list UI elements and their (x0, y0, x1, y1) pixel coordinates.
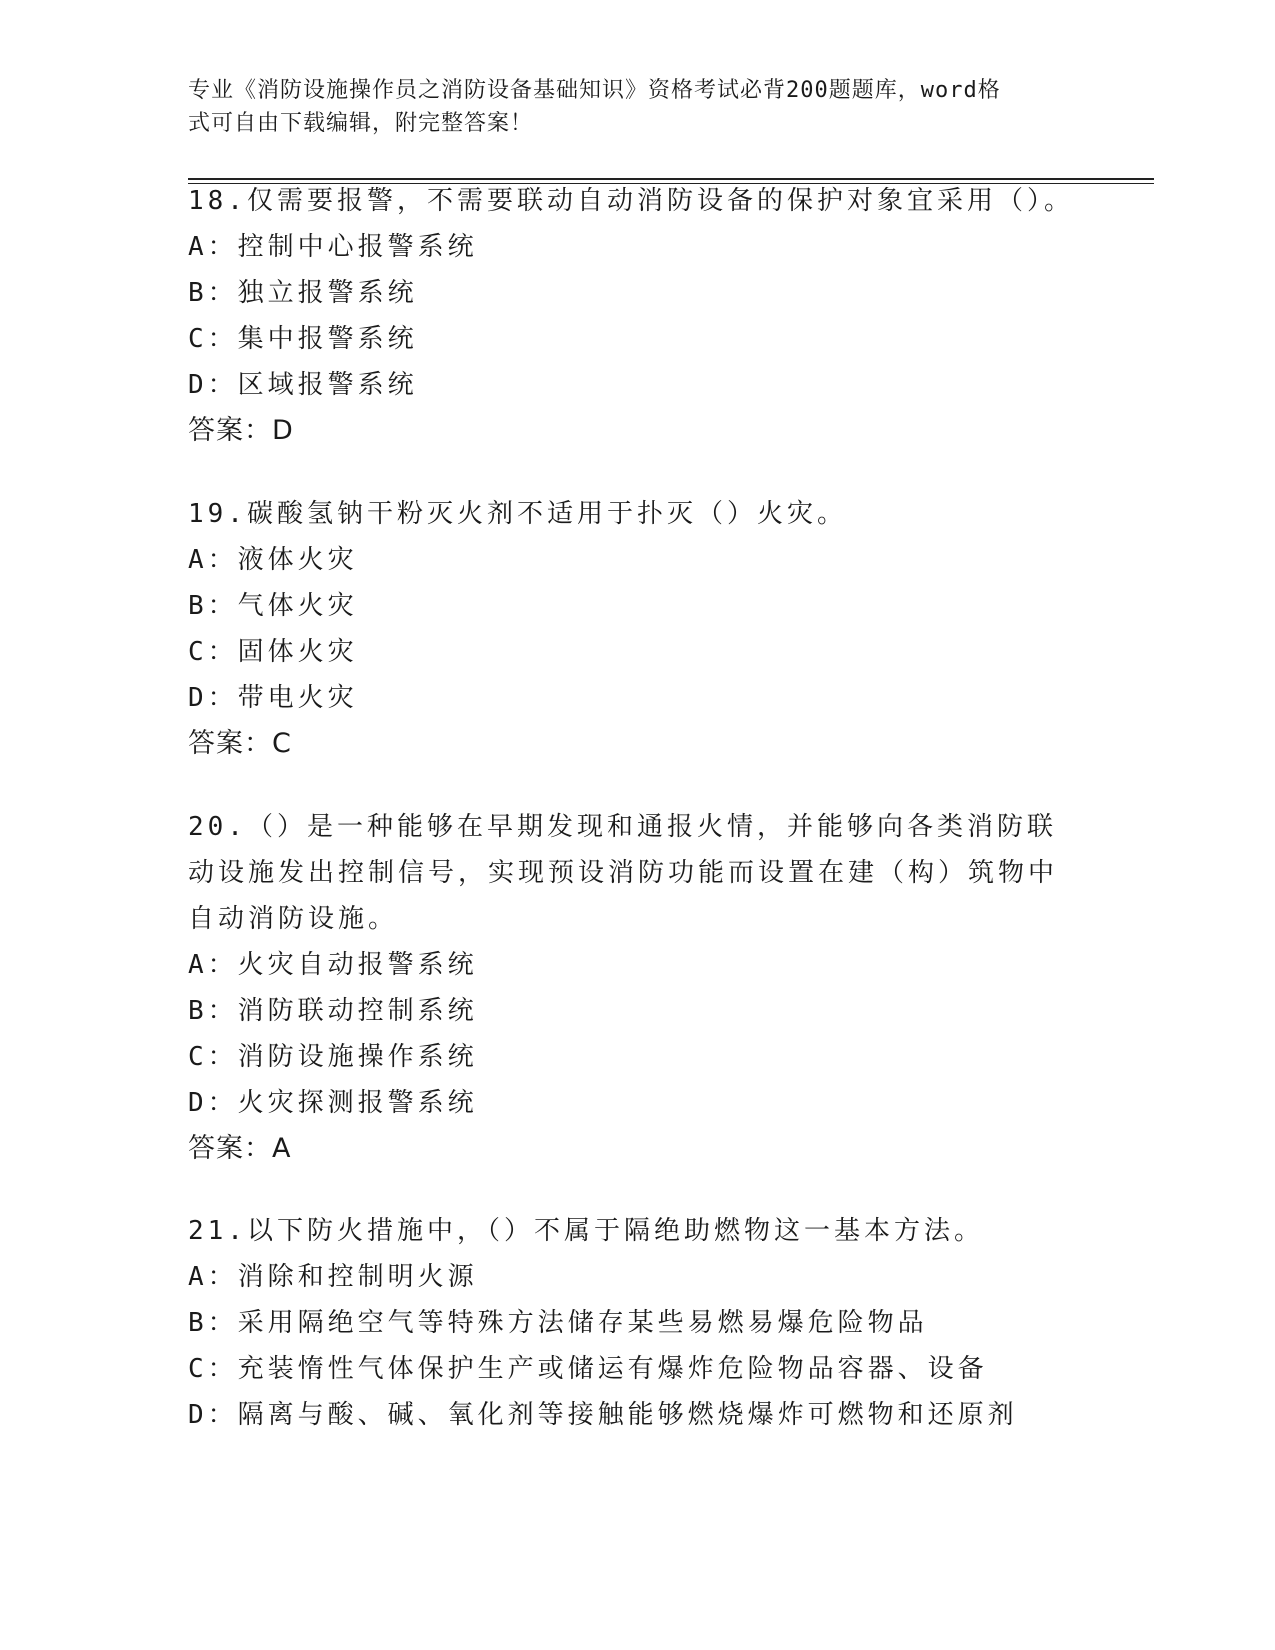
question-18 (188, 178, 1088, 454)
question-20 (188, 804, 1068, 1172)
option-b: B：消防联动控制系统 (188, 996, 478, 1026)
question-stem: 18.仅需要报警，不需要联动自动消防设备的保护对象宜采用（）。 (188, 186, 1074, 216)
question-stem: 19.碳酸氢钠干粉灭火剂不适用于扑灭（）火灾。 (188, 499, 847, 529)
option-c: C：充装惰性气体保护生产或储运有爆炸危险物品容器、设备 (188, 1354, 988, 1384)
option-d: D：区域报警系统 (188, 370, 418, 400)
option-c: C：固体火灾 (188, 637, 358, 667)
question-21 (188, 1208, 1088, 1438)
option-d: D：带电火灾 (188, 683, 358, 713)
question-stem: 21.以下防火措施中，（）不属于隔绝助燃物这一基本方法。 (188, 1216, 984, 1246)
option-b: B：采用隔绝空气等特殊方法储存某些易燃易爆危险物品 (188, 1308, 928, 1338)
document-header (188, 74, 1078, 140)
answer: 答案：C (188, 728, 292, 759)
answer: 答案：A (188, 1133, 292, 1164)
option-c: C：消防设施操作系统 (188, 1042, 478, 1072)
option-d: D：隔离与酸、碱、氧化剂等接触能够燃烧爆炸可燃物和还原剂 (188, 1400, 1018, 1430)
header-line-1: 专业《消防设施操作员之消防设备基础知识》资格考试必背200题题库，word格 (188, 78, 1001, 103)
question-19 (188, 491, 1088, 767)
header-line-2: 式可自由下载编辑，附完整答案！ (188, 111, 534, 136)
option-d: D：火灾探测报警系统 (188, 1088, 478, 1118)
answer: 答案：D (188, 415, 294, 446)
option-a: A：控制中心报警系统 (188, 232, 478, 262)
option-c: C：集中报警系统 (188, 324, 418, 354)
option-a: A：液体火灾 (188, 545, 358, 575)
option-a: A：消除和控制明火源 (188, 1262, 478, 1292)
option-b: B：独立报警系统 (188, 278, 418, 308)
option-a: A：火灾自动报警系统 (188, 950, 478, 980)
question-stem: 20.（）是一种能够在早期发现和通报火情，并能够向各类消防联动设施发出控制信号，实现预设消防功能而设置在建（构）筑物中自动消防设施。 (188, 812, 1059, 934)
option-b: B：气体火灾 (188, 591, 358, 621)
